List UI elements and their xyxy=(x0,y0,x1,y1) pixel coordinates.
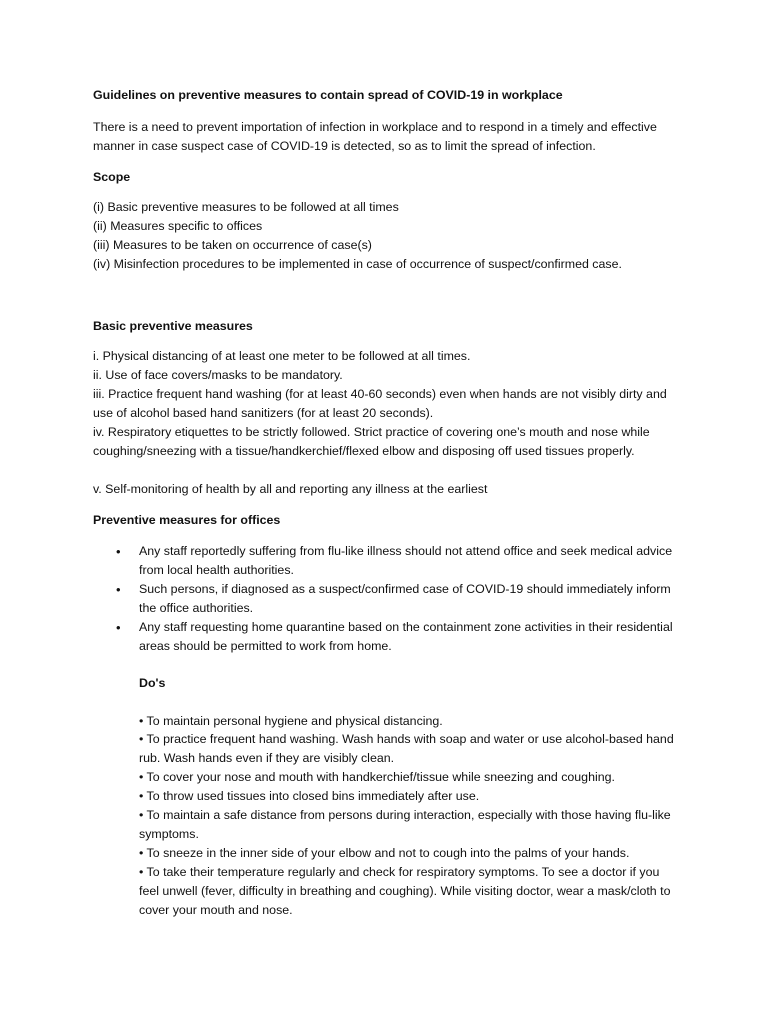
scope-heading: Scope xyxy=(93,170,131,184)
basic-measure-item: iv. Respiratory etiquettes to be strictly followed. Strict practice of covering one’s mouth and nose while coughing/sneezing with a tissue/handkerchief/flexed elbow and disposing off used tissues properly. xyxy=(93,425,650,458)
scope-item: (ii) Measures specific to offices xyxy=(93,219,263,233)
dos-item: • To practice frequent hand washing. Wash hands with soap and water or use alcohol-based hand rub. Wash hands even if they are visibly clean. xyxy=(139,732,674,765)
dos-item: • To maintain personal hygiene and physical distancing. xyxy=(139,714,443,728)
dos-item: • To sneeze in the inner side of your elbow and not to cough into the palms of your hands. xyxy=(139,846,630,860)
basic-measures-heading: Basic preventive measures xyxy=(93,319,253,333)
basic-measure-item: ii. Use of face covers/masks to be mandatory. xyxy=(93,368,343,382)
basic-measure-item: v. Self-monitoring of health by all and reporting any illness at the earliest xyxy=(93,482,488,496)
office-measures-heading: Preventive measures for offices xyxy=(93,513,281,527)
basic-measure-item: iii. Practice frequent hand washing (for at least 40-60 seconds) even when hands are not visibly dirty and use of alcohol based hand sanitizers (for at least 20 seconds). xyxy=(93,387,667,420)
bullet-icon: • xyxy=(116,544,121,559)
scope-item: (i) Basic preventive measures to be followed at all times xyxy=(93,200,399,214)
dos-item: • To maintain a safe distance from persons during interaction, especially with those having flu-like symptoms. xyxy=(139,808,671,841)
document-title: Guidelines on preventive measures to contain spread of COVID-19 in workplace xyxy=(93,88,563,102)
bullet-icon: • xyxy=(116,582,121,597)
scope-item: (iv) Misinfection procedures to be implemented in case of occurrence of suspect/confirmed case. xyxy=(93,257,622,271)
office-measure-item: Any staff reportedly suffering from flu-like illness should not attend office and seek medical advice from local health authorities. xyxy=(139,544,673,577)
dos-item: • To throw used tissues into closed bins immediately after use. xyxy=(139,789,480,803)
dos-heading: Do's xyxy=(139,676,166,690)
office-measure-item: Such persons, if diagnosed as a suspect/confirmed case of COVID-19 should immediately inform the office authorities. xyxy=(139,582,671,615)
bullet-icon: • xyxy=(116,620,121,635)
office-measure-item: Any staff requesting home quarantine based on the containment zone activities in their residential areas should be permitted to work from home. xyxy=(139,620,673,653)
dos-item: • To cover your nose and mouth with handkerchief/tissue while sneezing and coughing. xyxy=(139,770,615,784)
dos-item: • To take their temperature regularly and check for respiratory symptoms. To see a doctor if you feel unwell (fever, difficulty in breathing and coughing). While visiting doctor, wear a mask/cloth to cover your mouth and nose. xyxy=(139,865,671,917)
scope-item: (iii) Measures to be taken on occurrence of case(s) xyxy=(93,238,372,252)
intro-paragraph: There is a need to prevent importation of infection in workplace and to respond in a timely and effective manner in case suspect case of COVID-19 is detected, so as to limit the spread of infection. xyxy=(93,120,657,153)
basic-measure-item: i. Physical distancing of at least one meter to be followed at all times. xyxy=(93,349,471,363)
